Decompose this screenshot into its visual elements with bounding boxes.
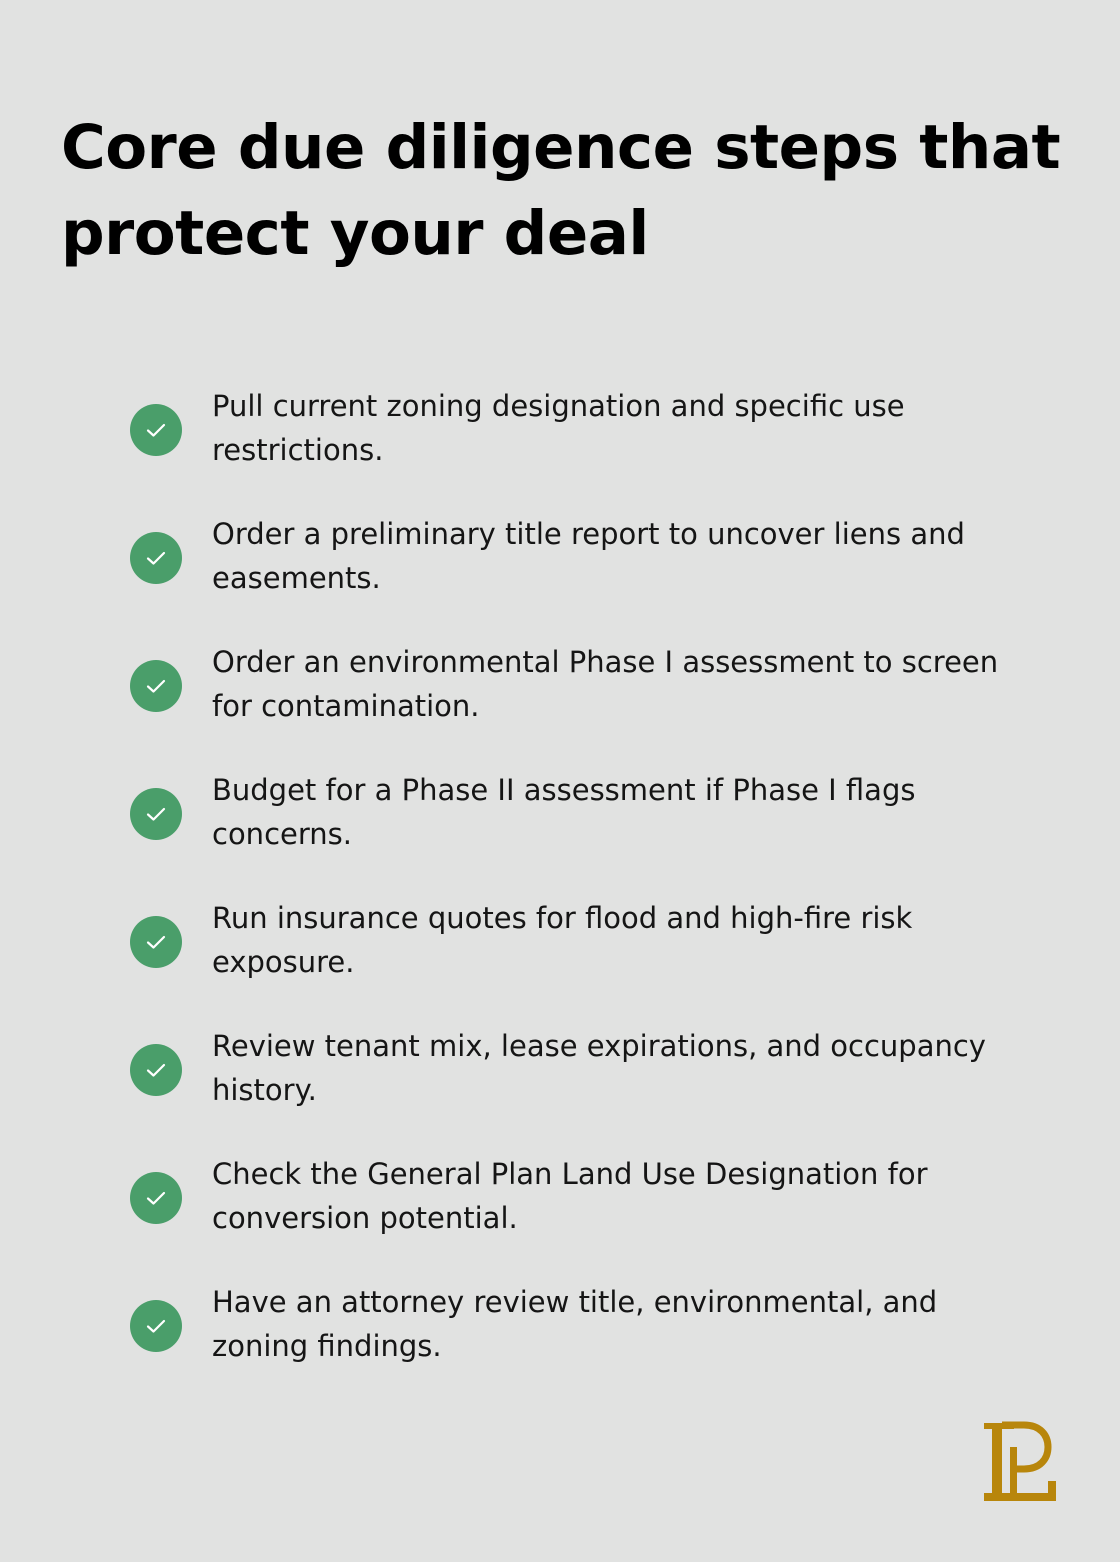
list-item-text: Order an environmental Phase I assessment to screen for contamination.: [212, 645, 999, 723]
list-item-text: Pull current zoning designation and specific use restrictions.: [212, 389, 905, 467]
list-item-text: Order a preliminary title report to uncover liens and easements.: [212, 517, 965, 595]
list-item-text: Run insurance quotes for flood and high-fire risk exposure.: [212, 901, 913, 979]
list-item: [130, 1264, 1050, 1392]
check-circle-icon: [130, 1172, 182, 1224]
list-item: [130, 624, 1050, 752]
list-item: [130, 1008, 1050, 1136]
pl-monogram-logo: [982, 1421, 1058, 1503]
check-circle-icon: [130, 788, 182, 840]
check-circle-icon: [130, 532, 182, 584]
list-item-text: Budget for a Phase II assessment if Phase I flags concerns.: [212, 773, 916, 851]
list-item: [130, 1136, 1050, 1264]
list-item: [130, 496, 1050, 624]
page-title: Core due diligence steps that protect your deal: [61, 112, 1061, 269]
checklist: [130, 368, 1050, 1392]
list-item-text: Check the General Plan Land Use Designation for conversion potential.: [212, 1157, 928, 1235]
check-circle-icon: [130, 916, 182, 968]
list-item-text: Review tenant mix, lease expirations, and occupancy history.: [212, 1029, 986, 1107]
check-circle-icon: [130, 660, 182, 712]
list-item: [130, 368, 1050, 496]
check-circle-icon: [130, 1044, 182, 1096]
list-item: [130, 880, 1050, 1008]
check-circle-icon: [130, 404, 182, 456]
check-circle-icon: [130, 1300, 182, 1352]
list-item-text: Have an attorney review title, environmental, and zoning findings.: [212, 1285, 938, 1363]
list-item: [130, 752, 1050, 880]
